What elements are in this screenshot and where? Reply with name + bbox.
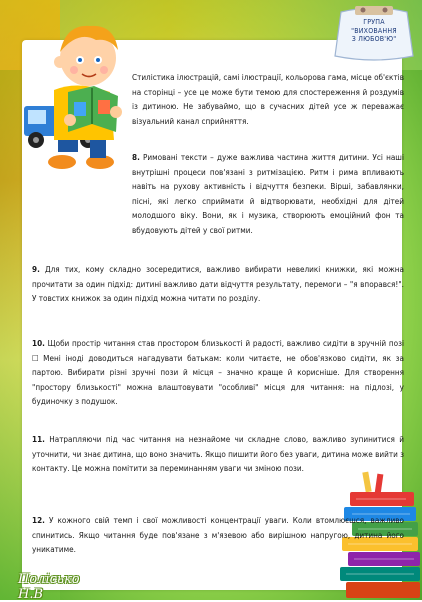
author-signature: [14, 570, 90, 602]
intro-paragraph: Стилістика ілюстрацій, самі ілюстрації, кольорова гама, місце об'єктів на сторінці – усе це може бути темою для спостереження й роздумів із дитиною. Не забуваймо, що в сучасних дітей усе ж переважає візуальний канал сприйняття.: [132, 72, 404, 126]
signature-text: Полісько Н.В: [18, 572, 80, 602]
tip-9-number: 9.: [32, 264, 40, 274]
tip-11-number: 11.: [32, 434, 45, 444]
tip-12: [32, 513, 404, 557]
badge-line-3: З ЛЮБОВ'Ю": [351, 35, 397, 44]
tip-9: [32, 262, 404, 306]
tip-9-text: Для тих, кому складно зосередитися, важливо вибирати невеликі книжки, які можна прочитати за один підхід: дитині важливо дати відчуття результату, перемоги – "я впорався!". У товстих книжок за один підхід можна читати по розділу.: [32, 264, 404, 304]
tip-12-text: У кожного свій темп і свої можливості концентрації уваги. Коли втомлюєшся, важливо спинитись. Якщо читання буде пов'язане з м'язевою або вирішною напругою, дитина його уникатиме.: [32, 515, 404, 555]
tip-10: [32, 336, 404, 409]
tip-8-text: Римовані тексти – дуже важлива частина життя дитини. Усі наші внутрішні процеси пов'язані з ритмізацією. Ритм і рима впливають навіть на рухову активність і відчуття безпеки. Вірші, забавлянки, пісні, які легко сприймати й відтворювати, необхідні для дітей молодшого віку. Вони, як і музика, створюють емоційний фон та вбудовують дітей у свої ритми.: [132, 152, 404, 235]
tip-8-number: 8.: [132, 152, 140, 162]
tip-10-text: Щоби простір читання став простором близькості й радості, важливо сидіти в зручній позі ☐ Мені іноді доводиться нагадувати батькам: коли читаєте, не обов'язково сидіти, як за партою. Вибирати різні зручні пози й місця – значно краще й корисніше. Для створення "простору близькості" можна влаштовувати "особливі" місця для читання: на підлозі, у будиночку з подушок.: [32, 338, 404, 407]
tip-12-number: 12.: [32, 515, 45, 525]
tip-8: [132, 150, 404, 238]
group-badge: [331, 6, 417, 64]
tip-11-text: Натрапляючи під час читання на незнайоме чи складне слово, важливо зупинитися й уточнити, чи знає дитина, що воно значить. Якщо пишити його без уваги, дитина може вийти з контакту. Це можна помітити за переминанням уваги чи зміною пози.: [32, 434, 404, 474]
boy-reading-illustration: [18, 8, 136, 173]
tip-11: [32, 432, 404, 476]
badge-line-1: ГРУПА: [363, 18, 385, 26]
badge-line-2: "ВИХОВАННЯ: [351, 26, 397, 35]
tip-10-number: 10.: [32, 338, 45, 348]
